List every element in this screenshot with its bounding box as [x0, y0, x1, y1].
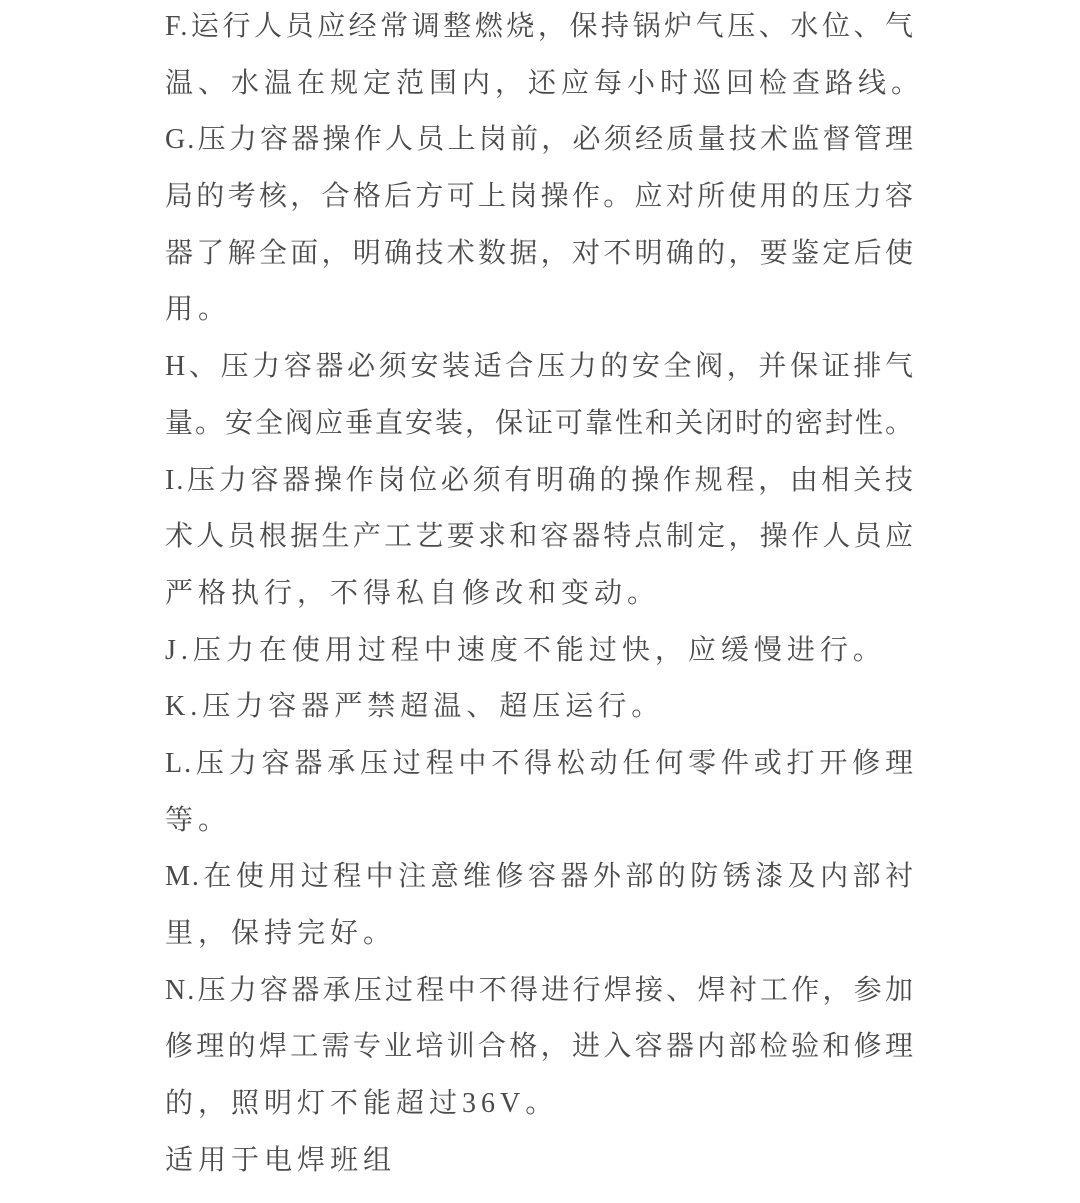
document-body [165, 0, 925, 1189]
paragraph-k [165, 679, 915, 736]
text-line: F.运行人员应经常调整燃烧，保持锅炉气压、水位、气 [165, 11, 915, 42]
text-line: G.压力容器操作人员上岗前，必须经质量技术监督管理 [165, 124, 915, 156]
paragraph-m [165, 849, 915, 962]
text-line: 量。安全阀应垂直安装，保证可靠性和关闭时的密封性。 [165, 407, 916, 439]
paragraph-n [165, 963, 915, 1133]
text-line: L.压力容器承压过程中不得松动任何零件或打开修理 [165, 747, 915, 779]
text-line: K.压力容器严禁超温、超压运行。 [165, 691, 665, 723]
text-line: N.压力容器承压过程中不得进行焊接、焊衬工作，参加 [165, 974, 915, 1006]
text-line: 等。 [165, 804, 232, 836]
text-line: 术人员根据生产工艺要求和容器特点制定，操作人员应 [165, 521, 915, 553]
text-line: 严格执行，不得私自修改和变动。 [165, 577, 661, 609]
text-line: 器了解全面，明确技术数据，对不明确的，要鉴定后使 [165, 237, 915, 269]
text-line: 里，保持完好。 [165, 918, 397, 949]
text-line: 适用于电焊班组 [165, 1144, 397, 1176]
paragraph-j [165, 623, 915, 680]
text-line: 局的考核，合格后方可上岗操作。应对所使用的压力容 [165, 181, 915, 213]
text-line: 温、水温在规定范围内，还应每小时巡回检查路线。 [165, 67, 925, 99]
paragraph-f [165, 0, 925, 112]
text-line: M.在使用过程中注意维修容器外部的防锈漆及内部衬 [165, 861, 915, 893]
paragraph-l [165, 736, 915, 849]
text-line: 的，照明灯不能超过36V。 [165, 1088, 559, 1120]
text-line: J.压力在使用过程中速度不能过快，应缓慢进行。 [165, 634, 886, 666]
applicability-note [165, 1133, 915, 1190]
text-line: 修理的焊工需专业培训合格，进入容器内部检验和修理 [165, 1031, 915, 1063]
paragraph-g [165, 112, 915, 339]
text-line: H、压力容器必须安装适合压力的安全阀，并保证排气 [165, 351, 915, 383]
text-line: I.压力容器操作岗位必须有明确的操作规程，由相关技 [165, 464, 915, 496]
text-line: 用。 [165, 294, 232, 326]
paragraph-h [165, 339, 915, 452]
paragraph-i [165, 453, 915, 623]
